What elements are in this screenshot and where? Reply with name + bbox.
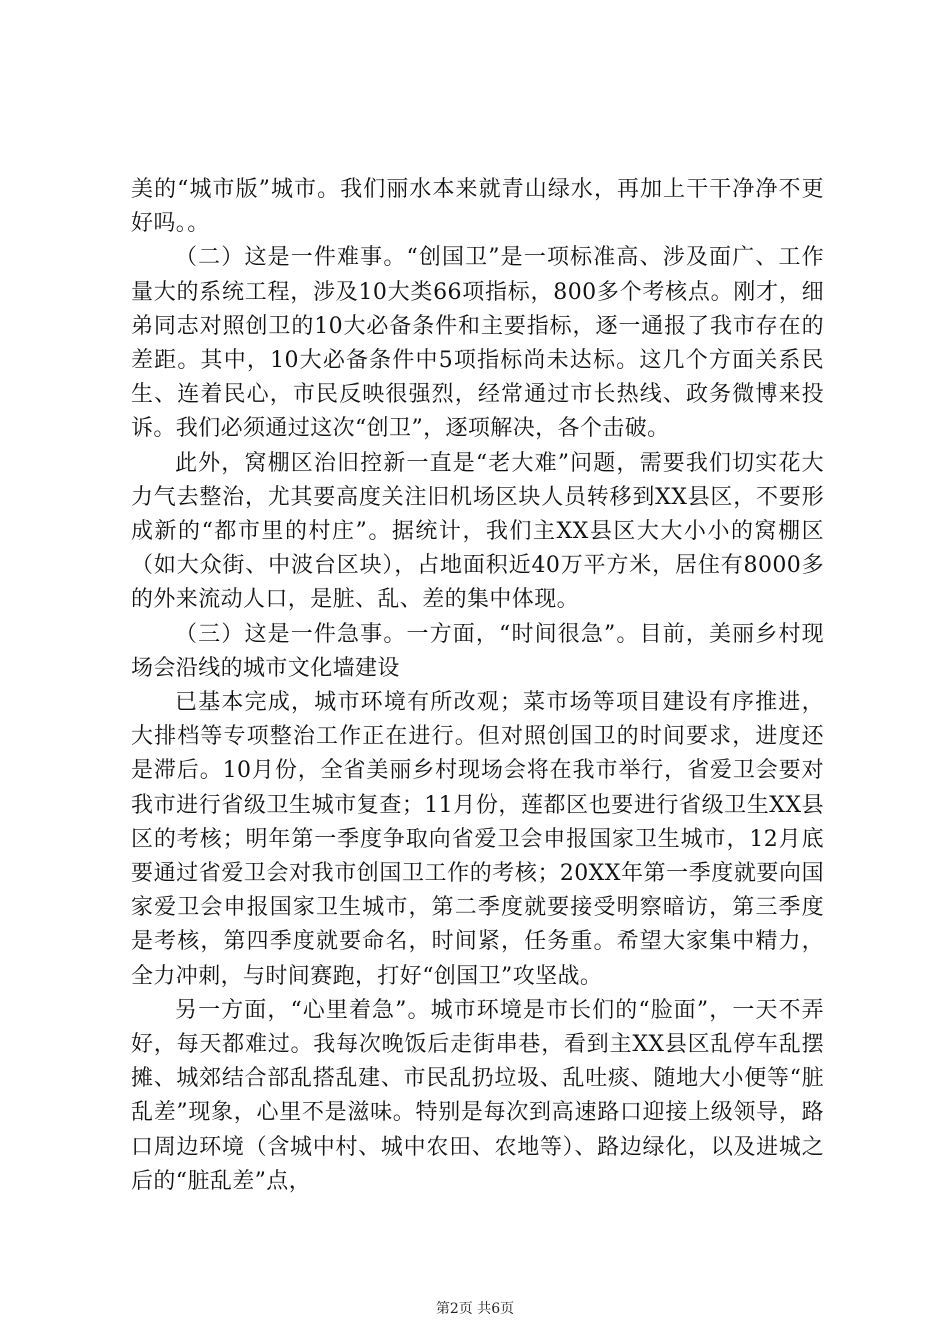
- paragraph-shanty-areas: 此外，窝棚区治旧控新一直是“老大难”问题，需要我们切实花大力气去整治，尤其要高度关注旧机场区块人员转移到XX县区，不要形成新的“都市里的村庄”。据统计，我们主XX县区大大小小的窝棚区（如大众街、中波台区块），占地面积近40万平方米，居住有8000多的外来流动人口，是脏、乱、差的集中体现。: [131, 450, 824, 613]
- paragraph-continuation: 美的“城市版”城市。我们丽水本来就青山绿水，再加上干干净净不更好吗。。: [131, 177, 824, 237]
- document-body: [131, 173, 824, 1199]
- paragraph-urgent-task: （三）这是一件急事。一方面，“时间很急”。目前，美丽乡村现场会沿线的城市文化墙建设: [131, 621, 824, 681]
- page-footer: 第2页 共6页: [435, 1301, 515, 1317]
- paragraph-difficult-task: （二）这是一件难事。“创国卫”是一项标准高、涉及面广、工作量大的系统工程，涉及10大类66项指标，800多个考核点。刚才，细弟同志对照创卫的10大必备条件和主要指标，逐一通报了我市存在的差距。其中，10大必备条件中5项指标尚未达标。这几个方面关系民生、连着民心，市民反映很强烈，经常通过市长热线、政务微博来投诉。我们必须通过这次“创卫”，逐项解决，各个击破。: [131, 245, 824, 442]
- paragraph-anxiety: 另一方面，“心里着急”。城市环境是市长们的“脸面”，一天不弄好，每天都难过。我每次晚饭后走街串巷，看到主XX县区乱停车乱摆摊、城郊结合部乱搭乱建、市民乱扔垃圾、乱吐痰、随地大小便等“脏乱差”现象，心里不是滋味。特别是每次到高速路口迎接上级领导，路口周边环境（含城中村、城中农田、农地等）、路边绿化，以及进城之后的“脏乱差”点，: [131, 997, 824, 1194]
- paragraph-schedule: 已基本完成，城市环境有所改观；菜市场等项目建设有序推进，大排档等专项整治工作正在进行。但对照创国卫的时间要求，进度还是滞后。10月份，全省美丽乡村现场会将在我市举行，省爱卫会要对我市进行省级卫生城市复查；11月份，莲都区也要进行省级卫生XX县区的考核；明年第一季度争取向省爱卫会申报国家卫生城市，12月底要通过省爱卫会对我市创国卫工作的考核；20XX年第一季度就要向国家爱卫会申报国家卫生城市，第二季度就要接受明察暗访，第三季度是考核，第四季度就要命名，时间紧，任务重。希望大家集中精力，全力冲刺，与时间赛跑，打好“创国卫”攻坚战。: [131, 690, 824, 989]
